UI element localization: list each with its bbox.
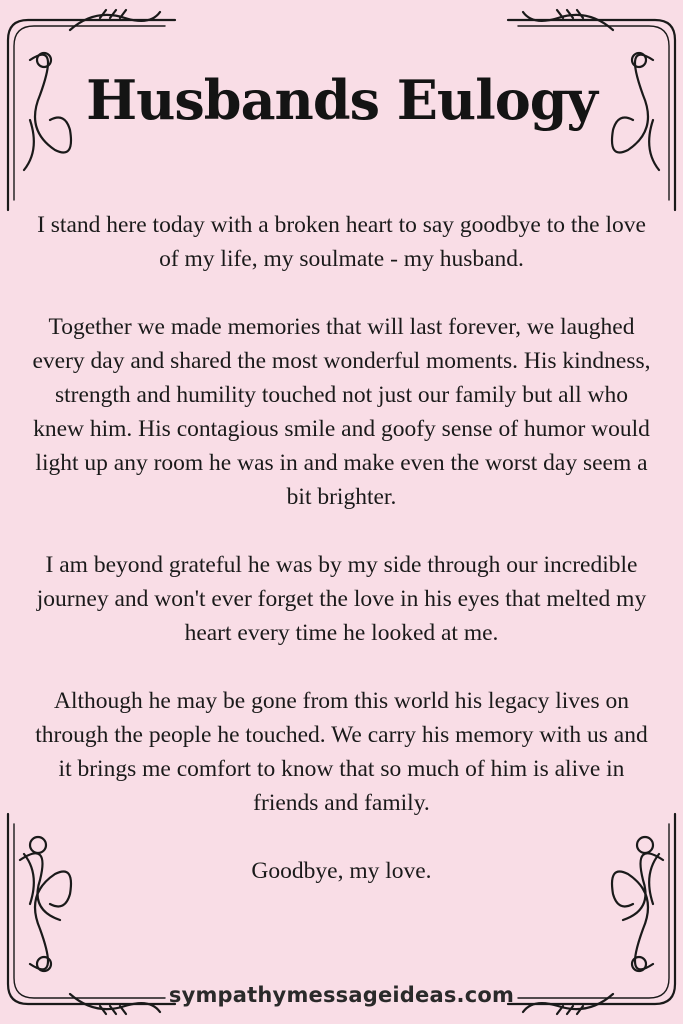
paragraph-3: I am beyond grateful he was by my side through our incredible journey and won't ever forget the love in his eyes that melted my heart every time he looked at me.	[36, 552, 647, 646]
paragraph-5: Goodbye, my love.	[251, 858, 432, 884]
paragraph-1: I stand here today with a broken heart to say goodbye to the love of my life, my soulmate - my husband.	[37, 212, 646, 272]
eulogy-text	[30, 208, 653, 922]
website-footer: sympathymessageideas.com	[168, 983, 515, 1007]
paragraph-2: Together we made memories that will last forever, we laughed every day and shared the most wonderful moments. His kindness, strength and humility touched not just our family but all who knew him. His contagious smile and goofy sense of humor would light up any room he was in and make even the worst day seem a bit brighter.	[32, 314, 651, 510]
paragraph-4: Although he may be gone from this world his legacy lives on through the people he touched. We carry his memory with us and it brings me comfort to know that so much of him is alive in friends and family.	[35, 688, 648, 816]
page-title: Husbands Eulogy	[86, 68, 597, 132]
